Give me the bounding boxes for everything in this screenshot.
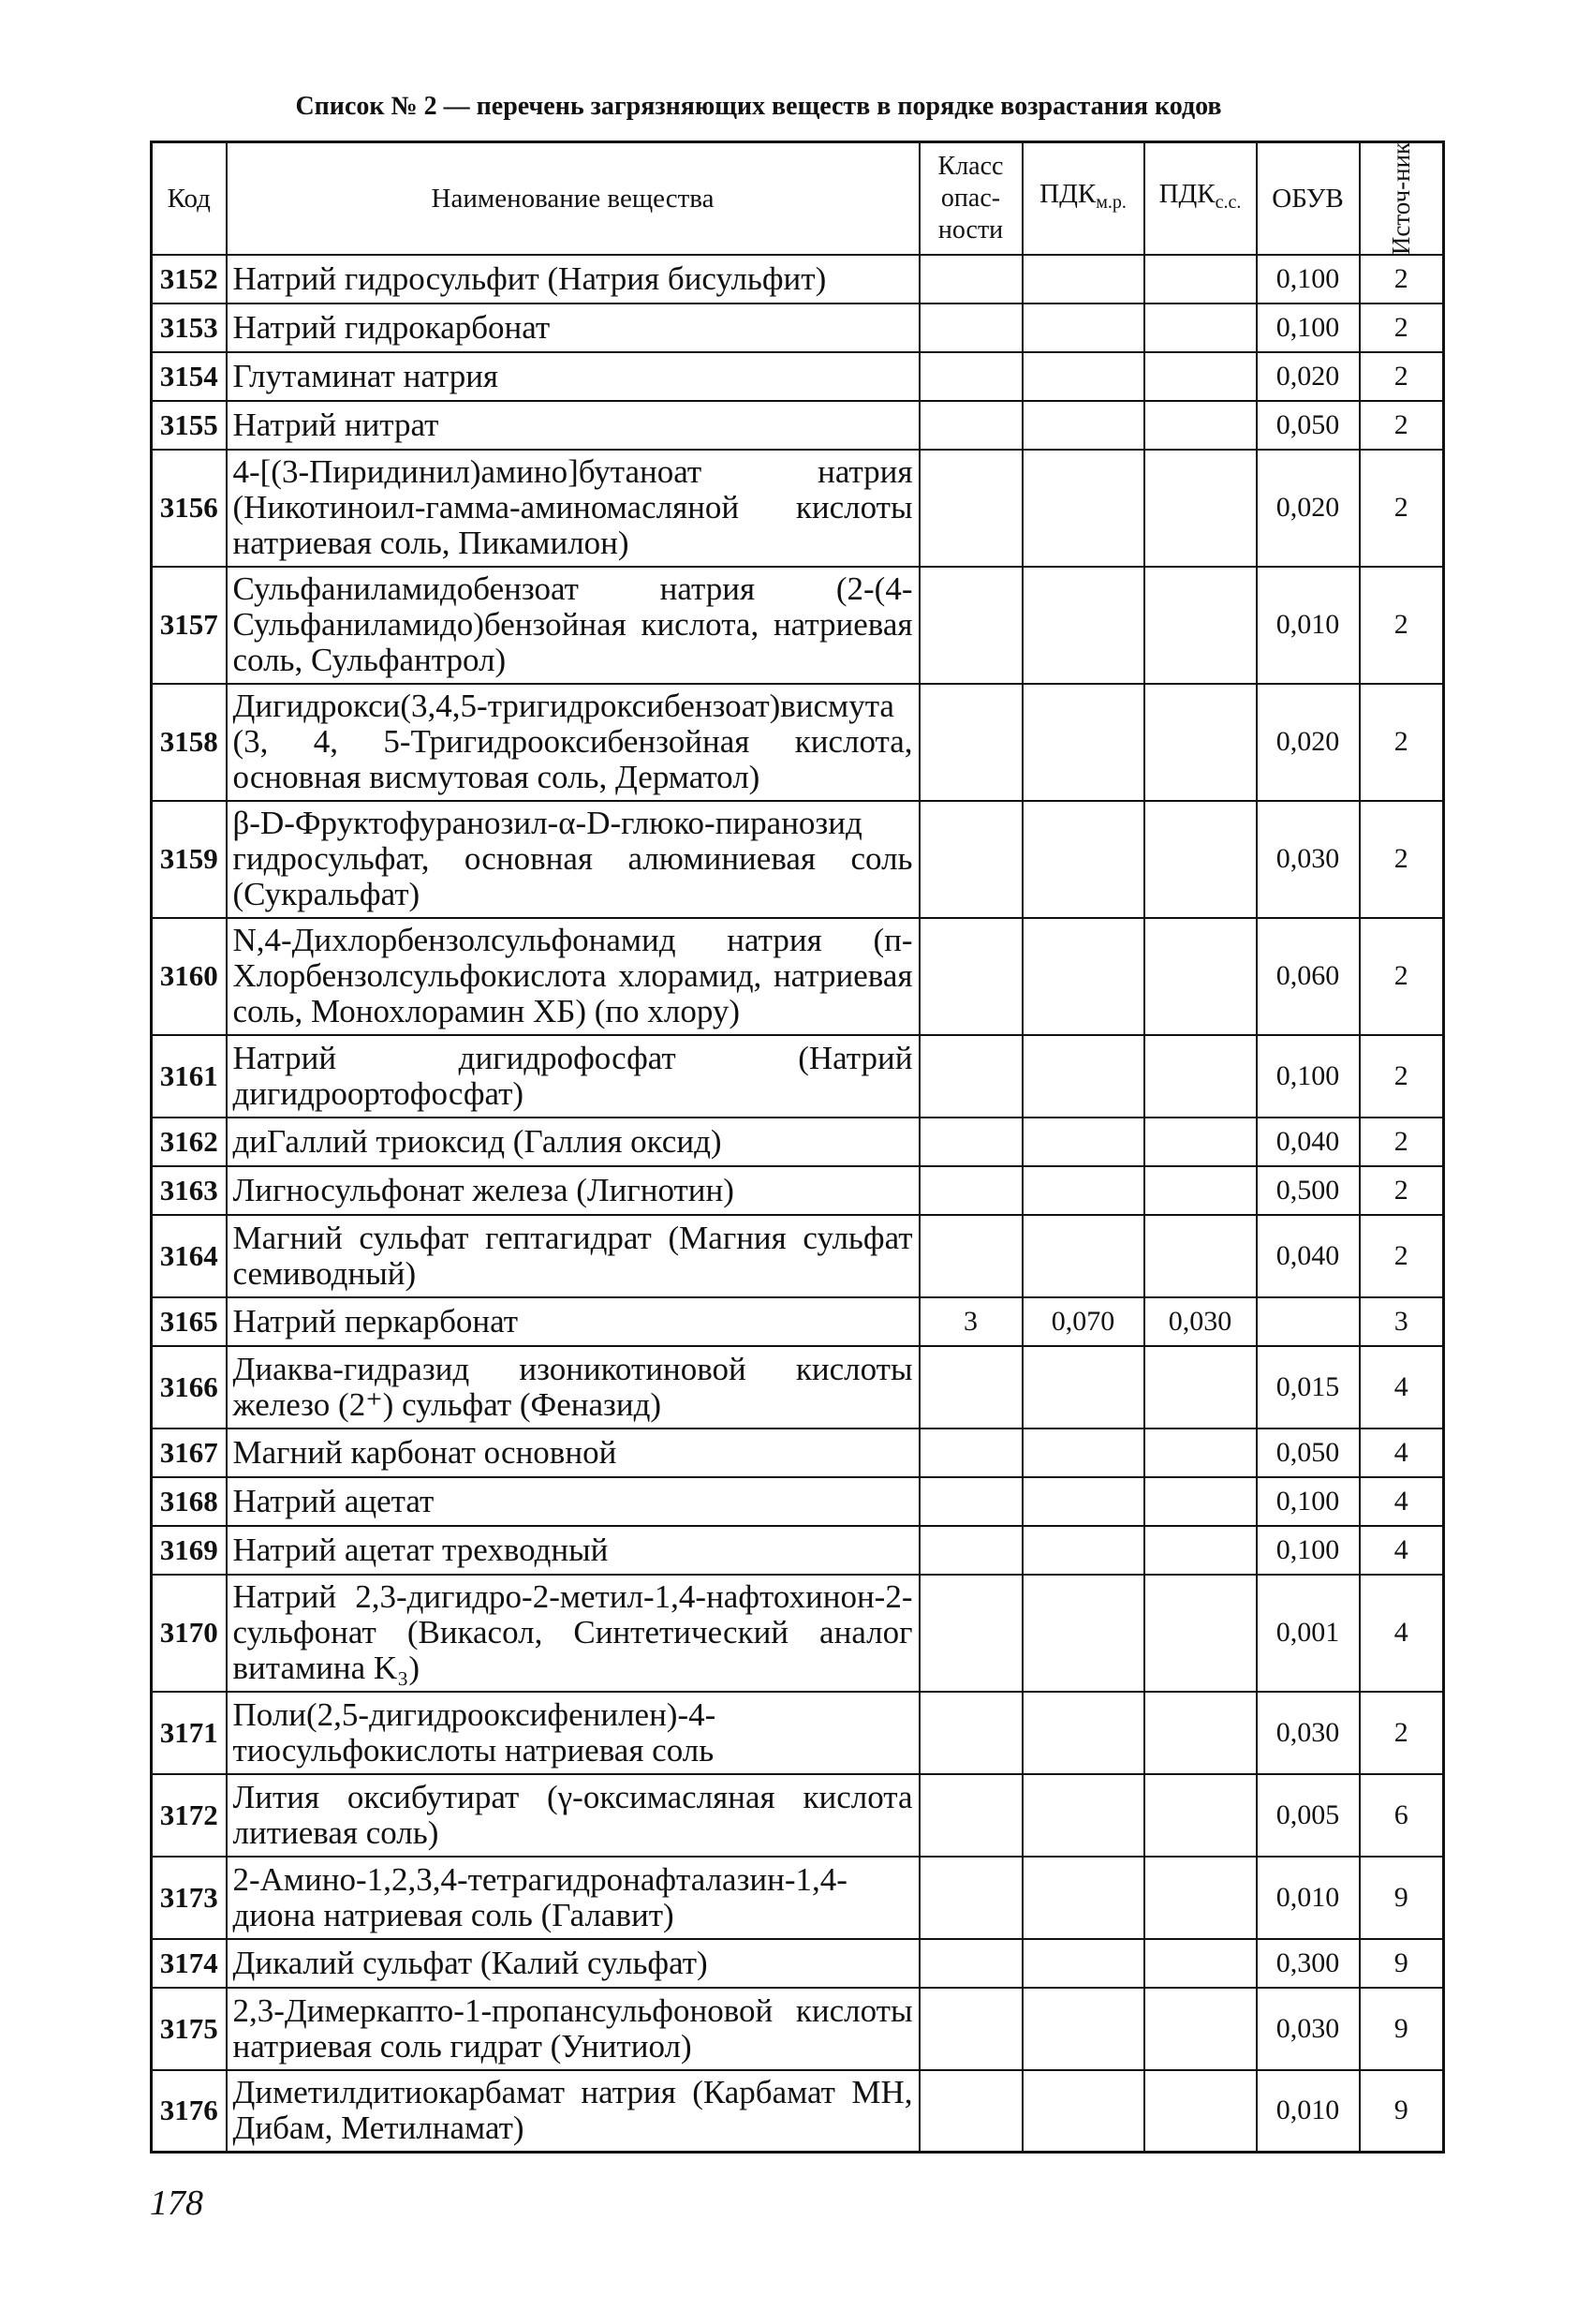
- header-source: [1360, 142, 1444, 255]
- row-pdk-ss: [1144, 450, 1257, 567]
- row-hazard-class: [920, 1118, 1023, 1166]
- row-pdk-ss: [1144, 1857, 1257, 1939]
- row-obuv: 0,040: [1257, 1118, 1360, 1166]
- row-name: Натрий перкарбонат: [227, 1297, 920, 1346]
- row-obuv: 0,100: [1257, 1526, 1360, 1575]
- row-obuv: 0,500: [1257, 1166, 1360, 1215]
- row-pdk-ss: [1144, 1118, 1257, 1166]
- row-name: Лития оксибутират (γ-оксимасляная кислота литиевая соль): [227, 1774, 920, 1857]
- row-hazard-class: [920, 255, 1023, 303]
- row-hazard-class: [920, 352, 1023, 401]
- row-pdk-ss: [1144, 918, 1257, 1035]
- row-source: 4: [1360, 1477, 1444, 1526]
- row-pdk-ss: 0,030: [1144, 1297, 1257, 1346]
- row-code: 3166: [152, 1346, 227, 1428]
- row-obuv: 0,100: [1257, 303, 1360, 352]
- row-pdk-mr: [1023, 1526, 1144, 1575]
- row-source: 2: [1360, 303, 1444, 352]
- row-code: 3175: [152, 1988, 227, 2070]
- row-source: 2: [1360, 918, 1444, 1035]
- row-pdk-mr: [1023, 1346, 1144, 1428]
- header-hazard-class: Класс опас-ности: [920, 142, 1023, 255]
- row-pdk-ss: [1144, 684, 1257, 801]
- row-obuv: 0,050: [1257, 1428, 1360, 1477]
- row-hazard-class: [920, 567, 1023, 684]
- row-obuv: 0,040: [1257, 1215, 1360, 1297]
- row-source: 2: [1360, 255, 1444, 303]
- row-hazard-class: [920, 1346, 1023, 1428]
- row-name: Сульфаниламидобензоат натрия (2-(4-Сульфаниламидо)бензойная кислота, натриевая соль, Сульфантрол): [227, 567, 920, 684]
- row-pdk-mr: [1023, 1575, 1144, 1692]
- row-pdk-ss: [1144, 401, 1257, 450]
- table-row: [152, 1297, 1444, 1346]
- row-code: 3162: [152, 1118, 227, 1166]
- table-row: [152, 1774, 1444, 1857]
- page-number: 178: [150, 2183, 203, 2223]
- row-code: 3168: [152, 1477, 227, 1526]
- row-name: Натрий ацетат трехводный: [227, 1526, 920, 1575]
- row-obuv: 0,030: [1257, 801, 1360, 918]
- header-code: Код: [152, 142, 227, 255]
- table-row: [152, 1215, 1444, 1297]
- row-source: 2: [1360, 1118, 1444, 1166]
- table-header-row: [152, 142, 1444, 255]
- row-source: 4: [1360, 1575, 1444, 1692]
- row-pdk-mr: [1023, 303, 1144, 352]
- row-name: Глутаминат натрия: [227, 352, 920, 401]
- row-source: 2: [1360, 1692, 1444, 1774]
- row-hazard-class: [920, 1575, 1023, 1692]
- row-code: 3152: [152, 255, 227, 303]
- row-pdk-mr: [1023, 401, 1144, 450]
- row-obuv: 0,020: [1257, 684, 1360, 801]
- table-row: [152, 1857, 1444, 1939]
- row-pdk-mr: [1023, 918, 1144, 1035]
- row-pdk-mr: [1023, 2070, 1144, 2153]
- row-pdk-ss: [1144, 1774, 1257, 1857]
- row-name: Диметилдитиокарбамат натрия (Карбамат МН, Дибам, Метилнамат): [227, 2070, 920, 2153]
- row-pdk-ss: [1144, 1035, 1257, 1118]
- row-name: Натрий гидрокарбонат: [227, 303, 920, 352]
- header-source-label: Источ-ник: [1387, 141, 1416, 255]
- row-code: 3156: [152, 450, 227, 567]
- row-obuv: 0,100: [1257, 255, 1360, 303]
- table-row: [152, 567, 1444, 684]
- row-obuv: 0,010: [1257, 2070, 1360, 2153]
- table-row: [152, 1692, 1444, 1774]
- row-source: 2: [1360, 1215, 1444, 1297]
- row-hazard-class: [920, 1857, 1023, 1939]
- table-row: [152, 1526, 1444, 1575]
- row-hazard-class: [920, 1035, 1023, 1118]
- row-code: 3165: [152, 1297, 227, 1346]
- page-title: Список № 2 — перечень загрязняющих веществ в порядке возрастания кодов: [295, 92, 1222, 121]
- row-hazard-class: [920, 2070, 1023, 2153]
- row-code: 3170: [152, 1575, 227, 1692]
- row-code: 3161: [152, 1035, 227, 1118]
- row-obuv: 0,010: [1257, 567, 1360, 684]
- row-source: 9: [1360, 2070, 1444, 2153]
- row-pdk-ss: [1144, 1166, 1257, 1215]
- row-obuv: 0,001: [1257, 1575, 1360, 1692]
- row-code: 3176: [152, 2070, 227, 2153]
- row-pdk-ss: [1144, 1939, 1257, 1988]
- row-hazard-class: [920, 1988, 1023, 2070]
- row-code: 3159: [152, 801, 227, 918]
- row-source: 9: [1360, 1988, 1444, 2070]
- row-code: 3172: [152, 1774, 227, 1857]
- row-hazard-class: [920, 303, 1023, 352]
- row-name: Натрий гидросульфит (Натрия бисульфит): [227, 255, 920, 303]
- table-row: [152, 1118, 1444, 1166]
- table-row: [152, 401, 1444, 450]
- row-obuv: 0,100: [1257, 1035, 1360, 1118]
- table-row: [152, 1939, 1444, 1988]
- row-pdk-mr: 0,070: [1023, 1297, 1144, 1346]
- row-name: Поли(2,5-дигидрооксифенилен)-4-тиосульфокислоты натриевая соль: [227, 1692, 920, 1774]
- row-pdk-ss: [1144, 1526, 1257, 1575]
- table-row: [152, 303, 1444, 352]
- table-row: [152, 255, 1444, 303]
- row-code: 3167: [152, 1428, 227, 1477]
- row-pdk-ss: [1144, 801, 1257, 918]
- row-obuv: 0,050: [1257, 401, 1360, 450]
- row-pdk-mr: [1023, 684, 1144, 801]
- table-row: [152, 352, 1444, 401]
- row-source: 6: [1360, 1774, 1444, 1857]
- row-pdk-mr: [1023, 1215, 1144, 1297]
- row-pdk-mr: [1023, 1857, 1144, 1939]
- row-pdk-mr: [1023, 1428, 1144, 1477]
- row-hazard-class: [920, 1939, 1023, 1988]
- row-code: 3163: [152, 1166, 227, 1215]
- row-hazard-class: [920, 684, 1023, 801]
- row-hazard-class: [920, 401, 1023, 450]
- row-hazard-class: [920, 918, 1023, 1035]
- header-pdk-mr-base: ПДК: [1039, 179, 1097, 210]
- row-name: Натрий дигидрофосфат (Натрий дигидроортофосфат): [227, 1035, 920, 1118]
- header-pdk-mr: [1023, 142, 1144, 255]
- substances-table: [150, 141, 1445, 2154]
- row-name: Дигидрокси(3,4,5-тригидроксибензоат)висмута (3, 4, 5-Тригидрооксибензойная кислота, основная висмутовая соль, Дерматол): [227, 684, 920, 801]
- row-pdk-ss: [1144, 2070, 1257, 2153]
- row-source: 2: [1360, 352, 1444, 401]
- row-code: 3169: [152, 1526, 227, 1575]
- row-name: Натрий ацетат: [227, 1477, 920, 1526]
- row-name: диГаллий триоксид (Галлия оксид): [227, 1118, 920, 1166]
- row-name: β-D-Фруктофуранозил-α-D-глюко-пиранозид гидросульфат, основная алюминиевая соль (Сукральфат): [227, 801, 920, 918]
- row-code: 3160: [152, 918, 227, 1035]
- header-name: Наименование вещества: [227, 142, 920, 255]
- row-pdk-ss: [1144, 1692, 1257, 1774]
- row-source: 2: [1360, 684, 1444, 801]
- row-hazard-class: [920, 1692, 1023, 1774]
- row-obuv: 0,010: [1257, 1857, 1360, 1939]
- row-source: 3: [1360, 1297, 1444, 1346]
- row-name: Натрий 2,3-дигидро-2-метил-1,4-нафтохинон-2-сульфонат (Викасол, Синтетический аналог витамина K₃): [227, 1575, 920, 1692]
- row-name: Дикалий сульфат (Калий сульфат): [227, 1939, 920, 1988]
- row-hazard-class: [920, 1477, 1023, 1526]
- row-pdk-mr: [1023, 1477, 1144, 1526]
- row-name: Диаква-гидразид изоникотиновой кислоты железо (2⁺) сульфат (Феназид): [227, 1346, 920, 1428]
- row-obuv: 0,020: [1257, 450, 1360, 567]
- row-hazard-class: [920, 1166, 1023, 1215]
- row-pdk-ss: [1144, 1988, 1257, 2070]
- row-name: Лигносульфонат железа (Лигнотин): [227, 1166, 920, 1215]
- row-hazard-class: 3: [920, 1297, 1023, 1346]
- row-obuv: 0,100: [1257, 1477, 1360, 1526]
- table-row: [152, 1166, 1444, 1215]
- table-row: [152, 684, 1444, 801]
- row-pdk-mr: [1023, 450, 1144, 567]
- row-source: 4: [1360, 1346, 1444, 1428]
- table-row: [152, 1477, 1444, 1526]
- row-name: N,4-Дихлорбензолсульфонамид натрия (п-Хлорбензолсульфокислота хлорамид, натриевая соль, Монохлорамин ХБ) (по хлору): [227, 918, 920, 1035]
- row-pdk-mr: [1023, 567, 1144, 684]
- row-pdk-ss: [1144, 1575, 1257, 1692]
- row-source: 4: [1360, 1526, 1444, 1575]
- row-code: 3171: [152, 1692, 227, 1774]
- row-obuv: 0,060: [1257, 918, 1360, 1035]
- row-pdk-mr: [1023, 1988, 1144, 2070]
- row-hazard-class: [920, 1428, 1023, 1477]
- row-code: 3164: [152, 1215, 227, 1297]
- row-pdk-mr: [1023, 1692, 1144, 1774]
- header-pdk-ss-sub: с.с.: [1215, 192, 1242, 214]
- table-row: [152, 801, 1444, 918]
- row-code: 3174: [152, 1939, 227, 1988]
- row-obuv: 0,030: [1257, 1988, 1360, 2070]
- row-source: 2: [1360, 450, 1444, 567]
- row-source: 9: [1360, 1939, 1444, 1988]
- table-row: [152, 918, 1444, 1035]
- table-row: [152, 1575, 1444, 1692]
- row-source: 2: [1360, 801, 1444, 918]
- row-name: Магний карбонат основной: [227, 1428, 920, 1477]
- row-code: 3154: [152, 352, 227, 401]
- row-pdk-ss: [1144, 1428, 1257, 1477]
- table-row: [152, 2070, 1444, 2153]
- row-source: 4: [1360, 1428, 1444, 1477]
- row-obuv: [1257, 1297, 1360, 1346]
- row-code: 3157: [152, 567, 227, 684]
- row-hazard-class: [920, 1774, 1023, 1857]
- header-obuv: ОБУВ: [1257, 142, 1360, 255]
- row-hazard-class: [920, 450, 1023, 567]
- row-name: 2,3-Димеркапто-1-пропансульфоновой кислоты натриевая соль гидрат (Унитиол): [227, 1988, 920, 2070]
- header-pdk-mr-sub: м.р.: [1096, 192, 1127, 214]
- table-row: [152, 1035, 1444, 1118]
- row-pdk-ss: [1144, 303, 1257, 352]
- row-obuv: 0,020: [1257, 352, 1360, 401]
- row-code: 3153: [152, 303, 227, 352]
- row-name: Натрий нитрат: [227, 401, 920, 450]
- row-code: 3173: [152, 1857, 227, 1939]
- table-row: [152, 450, 1444, 567]
- header-pdk-ss: [1144, 142, 1257, 255]
- row-pdk-mr: [1023, 1166, 1144, 1215]
- row-hazard-class: [920, 1215, 1023, 1297]
- table-row: [152, 1428, 1444, 1477]
- row-hazard-class: [920, 801, 1023, 918]
- row-obuv: 0,030: [1257, 1692, 1360, 1774]
- row-pdk-ss: [1144, 1346, 1257, 1428]
- row-pdk-mr: [1023, 1035, 1144, 1118]
- row-name: Магний сульфат гептагидрат (Магния сульфат семиводный): [227, 1215, 920, 1297]
- row-pdk-ss: [1144, 1215, 1257, 1297]
- row-pdk-ss: [1144, 352, 1257, 401]
- row-code: 3155: [152, 401, 227, 450]
- row-obuv: 0,005: [1257, 1774, 1360, 1857]
- row-obuv: 0,300: [1257, 1939, 1360, 1988]
- row-source: 2: [1360, 1035, 1444, 1118]
- table-body: [152, 255, 1444, 2153]
- row-name: 4-[(3-Пиридинил)амино]бутаноат натрия (Никотиноил-гамма-аминомасляной кислоты натриевая соль, Пикамилон): [227, 450, 920, 567]
- row-source: 9: [1360, 1857, 1444, 1939]
- row-pdk-mr: [1023, 255, 1144, 303]
- header-pdk-ss-base: ПДК: [1158, 179, 1216, 210]
- row-source: 2: [1360, 567, 1444, 684]
- row-source: 2: [1360, 1166, 1444, 1215]
- row-pdk-ss: [1144, 1477, 1257, 1526]
- row-pdk-mr: [1023, 1939, 1144, 1988]
- row-name: 2-Амино-1,2,3,4-тетрагидронафталазин-1,4-диона натриевая соль (Галавит): [227, 1857, 920, 1939]
- row-pdk-mr: [1023, 1118, 1144, 1166]
- row-pdk-mr: [1023, 801, 1144, 918]
- row-pdk-mr: [1023, 1774, 1144, 1857]
- row-pdk-ss: [1144, 567, 1257, 684]
- row-pdk-mr: [1023, 352, 1144, 401]
- table-row: [152, 1346, 1444, 1428]
- row-pdk-ss: [1144, 255, 1257, 303]
- table-row: [152, 1988, 1444, 2070]
- row-source: 2: [1360, 401, 1444, 450]
- row-hazard-class: [920, 1526, 1023, 1575]
- row-obuv: 0,015: [1257, 1346, 1360, 1428]
- row-code: 3158: [152, 684, 227, 801]
